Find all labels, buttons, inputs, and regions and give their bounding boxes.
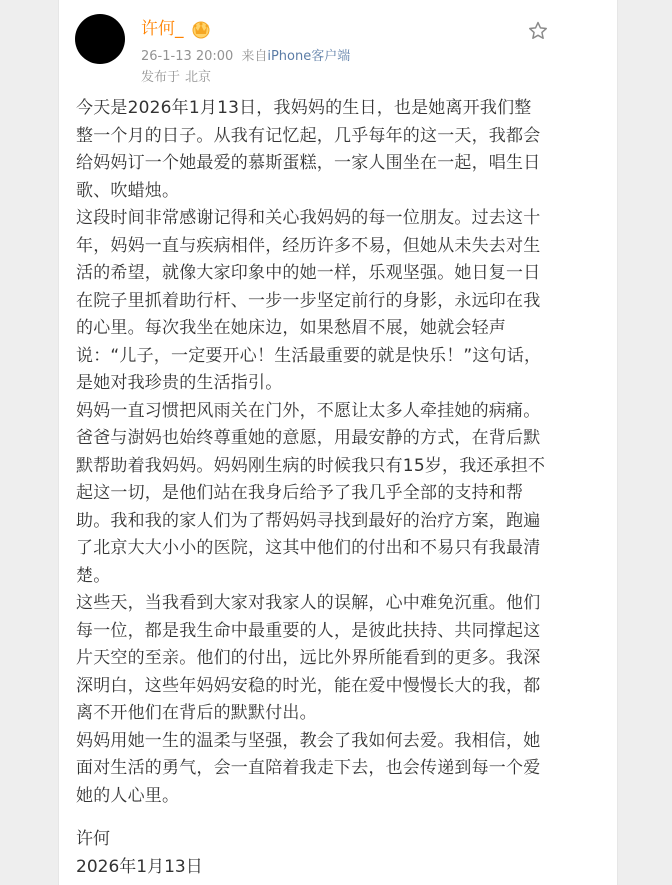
post-meta: [141, 45, 350, 64]
star-outline-icon[interactable]: [527, 20, 549, 42]
post-source-prefix: 来自: [241, 49, 268, 64]
vip-crown-icon[interactable]: [190, 19, 212, 39]
post-body: [76, 95, 546, 810]
signature-name: 许何: [76, 829, 110, 849]
post-source-device[interactable]: iPhone客户端: [267, 49, 351, 64]
post-location: 北京: [185, 70, 212, 85]
post-signature: [76, 826, 203, 881]
post-paragraph: 这些天，当我看到大家对我家人的误解，心中难免沉重。他们每一位，都是我生命中最重要的人，是彼此扶持、共同撑起这片天空的至亲。他们的付出，远比外界所能看到的更多。我深深明白，这些年妈妈安稳的时光，能在爱中慢慢长大的我，都离不开他们在背后的默默付出。: [76, 593, 541, 723]
post-datetime[interactable]: 26-1-13 20:00: [141, 49, 234, 64]
post-paragraph: 妈妈一直习惯把风雨关在门外，不愿让太多人牵挂她的病痛。爸爸与澍妈也始终尊重她的意愿，用最安静的方式，在背后默默帮助着我妈妈。妈妈刚生病的时候我只有15岁，我还承担不起这一切，是他们站在我身后给予了我几乎全部的支持和帮助。我和我的家人们为了帮妈妈寻找到最好的治疗方案，跑遍了北京大大小小的医院，这其中他们的付出和不易只有我最清楚。: [76, 400, 546, 586]
post-paragraph: 这段时间非常感谢记得和关心我妈妈的每一位朋友。过去这十年，妈妈一直与疾病相伴，经历许多不易，但她从未失去对生活的希望，就像大家印象中的她一样，乐观坚强。她日复一日在院子里抓着助行杆、一步一步坚定前行的身影，永远印在我的心里。每次我坐在她床边，如果愁眉不展，她就会轻声说：“儿子，一定要开心！生活最重要的就是快乐！”这句话，是她对我珍贵的生活指引。: [76, 208, 542, 393]
page-margin-right: [616, 0, 672, 885]
author-avatar[interactable]: [75, 14, 125, 64]
page-margin-left: [0, 0, 58, 885]
post-location-row: [141, 66, 211, 85]
author-name-row: [141, 16, 212, 42]
location-prefix: 发布于: [141, 70, 181, 85]
signature-date: 2026年1月13日: [76, 856, 203, 877]
post-paragraph: 妈妈用她一生的温柔与坚强，教会了我如何去爱。我相信，她面对生活的勇气，会一直陪着我走下去，也会传递到每一个爱她的人心里。: [76, 730, 541, 806]
weibo-post-card: [58, 0, 618, 885]
post-paragraph: 今天是2026年1月13日，我妈妈的生日，也是她离开我们整整一个月的日子。从我有记忆起，几乎每年的这一天，我都会给妈妈订一个她最爱的慕斯蛋糕，一家人围坐在一起，唱生日歌、吹蜡烛。: [76, 98, 541, 201]
author-name[interactable]: 许何_: [141, 19, 184, 39]
